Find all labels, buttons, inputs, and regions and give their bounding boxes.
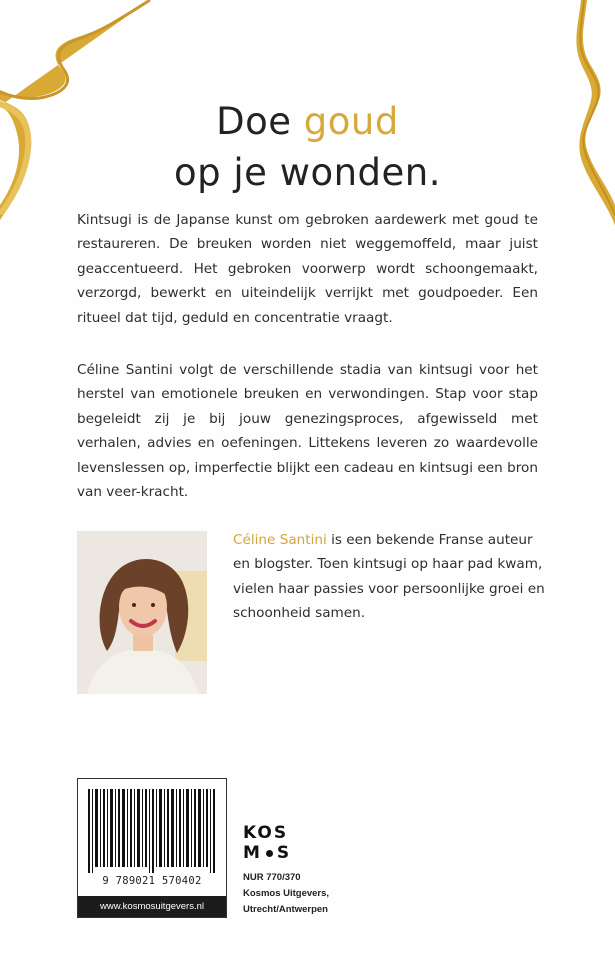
headline-gold-word: goud [303,100,399,143]
isbn-number: 9 789021 570402 [102,875,202,887]
logo-line-1: KOS [243,823,289,843]
nur-code: NUR 770/370 [243,872,301,883]
publisher-city: Utrecht/Antwerpen [243,904,328,915]
logo-dot-icon [266,850,273,857]
logo-letter: S [276,843,292,863]
kosmos-logo [243,823,291,863]
barcode-box [77,778,227,918]
headline-line-2: op je wonden. [174,151,441,194]
author-name: Céline Santini [233,532,327,548]
publisher-website: www.kosmosuitgevers.nl [78,896,226,917]
headline-word: Doe [216,100,292,143]
headline-line-1 [0,96,615,147]
publisher-info [243,870,329,918]
logo-line-2 [243,843,291,863]
logo-letter: M [243,843,262,863]
publisher-name: Kosmos Uitgevers, [243,888,330,899]
author-bio [233,528,553,626]
barcode-image [88,789,216,873]
author-bio-text: is een bekende Franse auteur en blogster. Toen kintsugi op haar pad kwam, vielen haar passies voor persoonlijke groei en schoonheid samen. [233,532,545,622]
headline [0,96,615,198]
description-paragraph-2: Céline Santini volgt de verschillende stadia van kintsugi voor het herstel van emotionele breuken en verwondingen. Stap voor stap begeleidt zij je bij jouw genezingsproces, afgewisseld met verhalen, advies en oefeningen. Littekens leveren zo waardevolle levenslessen op, imperfectie blijkt een cadeau en kintsugi een bron van veer-kracht. [77,362,538,501]
description-paragraph-1: Kintsugi is de Japanse kunst om gebroken aardewerk met goud te restaureren. De breuken worden niet weggemoffeld, maar juist geaccentueerd. Het gebroken voorwerp wordt schoongemaakt, verzorgd, bewerkt en uiteindelijk verrijkt met goudpoeder. Een ritueel dat tijd, geduld en concentratie vraagt. [77,212,538,326]
author-photo [77,531,207,694]
